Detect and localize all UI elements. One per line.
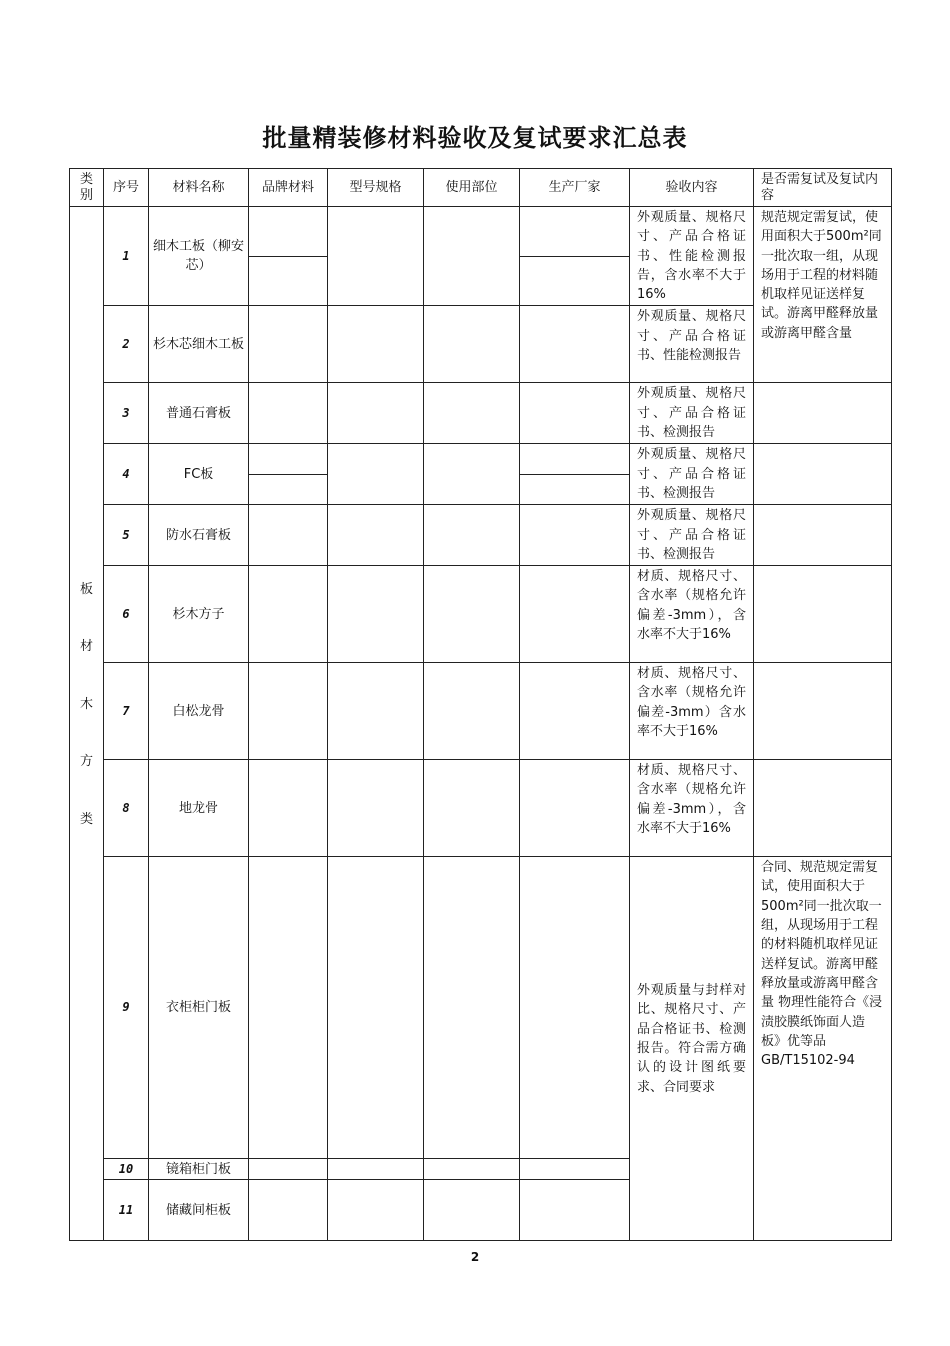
location-cell: [424, 444, 520, 505]
brand-cell: [249, 760, 328, 857]
header-location: 使用部位: [424, 169, 520, 207]
retest-cell: [754, 444, 892, 505]
seq-cell: 6: [104, 566, 149, 663]
location-cell: [424, 857, 520, 1159]
brand-cell: [249, 207, 328, 306]
name-cell: 白松龙骨: [149, 663, 249, 760]
acceptance-cell: 外观质量、规格尺寸、产品合格证书、检测报告: [630, 505, 754, 566]
table-row: [70, 760, 892, 857]
location-cell: [424, 566, 520, 663]
name-cell: 杉木方子: [149, 566, 249, 663]
acceptance-cell: 外观质量、规格尺寸、产品合格证书、性能检测报告: [630, 306, 754, 383]
brand-cell: [249, 663, 328, 760]
header-maker: 生产厂家: [520, 169, 630, 207]
acceptance-cell: 外观质量、规格尺寸、产品合格证书、检测报告: [630, 383, 754, 444]
category-char: 类: [79, 811, 93, 827]
name-cell: 杉木芯细木工板: [149, 306, 249, 383]
acceptance-cell: 外观质量、规格尺寸、产品合格证书、性能检测报告，含水率不大于16%: [630, 207, 754, 306]
table-row: [70, 857, 892, 1159]
brand-cell: [249, 444, 328, 505]
model-cell: [328, 444, 424, 505]
brand-cell: [249, 1159, 328, 1180]
brand-cell: [249, 857, 328, 1159]
seq-cell: 4: [104, 444, 149, 505]
table-row: [70, 383, 892, 444]
retest-cell: 规范规定需复试，使用面积大于500m²同一批次取一组，从现场用于工程的材料随机取样见证送样复试。游离甲醛释放量或游离甲醛含量: [754, 207, 892, 383]
seq-cell: 5: [104, 505, 149, 566]
header-row: [70, 169, 892, 207]
maker-cell: [520, 207, 630, 306]
seq-cell: 3: [104, 383, 149, 444]
name-cell: 细木工板（柳安芯）: [149, 207, 249, 306]
retest-cell: [754, 566, 892, 663]
seq-cell: 11: [104, 1180, 149, 1241]
maker-cell: [520, 306, 630, 383]
model-cell: [328, 505, 424, 566]
retest-cell: [754, 760, 892, 857]
name-cell: 衣柜柜门板: [149, 857, 249, 1159]
name-cell: 镜箱柜门板: [149, 1159, 249, 1180]
seq-cell: 2: [104, 306, 149, 383]
acceptance-cell: 材质、规格尺寸、含水率（规格允许偏差-3mm），含水率不大于16%: [630, 566, 754, 663]
maker-cell: [520, 663, 630, 760]
model-cell: [328, 306, 424, 383]
maker-cell: [520, 857, 630, 1159]
name-cell: 地龙骨: [149, 760, 249, 857]
location-cell: [424, 306, 520, 383]
table-row: [70, 444, 892, 505]
location-cell: [424, 505, 520, 566]
materials-table: [69, 168, 892, 1241]
category-char: 材: [79, 639, 93, 655]
model-cell: [328, 663, 424, 760]
header-seq: 序号: [104, 169, 149, 207]
seq-cell: 1: [104, 207, 149, 306]
retest-cell: [754, 505, 892, 566]
brand-cell: [249, 1180, 328, 1241]
seq-cell: 7: [104, 663, 149, 760]
header-model: 型号规格: [328, 169, 424, 207]
model-cell: [328, 760, 424, 857]
table-row: [70, 505, 892, 566]
category-char: 板: [79, 581, 93, 597]
brand-cell: [249, 566, 328, 663]
model-cell: [328, 1159, 424, 1180]
seq-cell: 10: [104, 1159, 149, 1180]
page-number: 2: [470, 1250, 480, 1264]
model-cell: [328, 857, 424, 1159]
model-cell: [328, 383, 424, 444]
category-char: 木: [79, 696, 93, 712]
header-category: 类别: [70, 169, 104, 207]
category-cell: [70, 207, 104, 1241]
location-cell: [424, 207, 520, 306]
header-name: 材料名称: [149, 169, 249, 207]
maker-cell: [520, 1159, 630, 1180]
retest-cell: [754, 663, 892, 760]
header-brand: 品牌材料: [249, 169, 328, 207]
category-char: 方: [79, 754, 93, 770]
name-cell: 防水石膏板: [149, 505, 249, 566]
maker-cell: [520, 1180, 630, 1241]
brand-cell: [249, 383, 328, 444]
seq-cell: 8: [104, 760, 149, 857]
location-cell: [424, 1180, 520, 1241]
table-row: [70, 663, 892, 760]
acceptance-cell: 材质、规格尺寸、含水率（规格允许偏差-3mm），含水率不大于16%: [630, 760, 754, 857]
name-cell: 储藏间柜板: [149, 1180, 249, 1241]
maker-cell: [520, 566, 630, 663]
acceptance-cell: 材质、规格尺寸、含水率（规格允许偏差-3mm）含水率不大于16%: [630, 663, 754, 760]
model-cell: [328, 207, 424, 306]
name-cell: FC板: [149, 444, 249, 505]
table-row: [70, 207, 892, 306]
model-cell: [328, 566, 424, 663]
header-acceptance: 验收内容: [630, 169, 754, 207]
maker-cell: [520, 444, 630, 505]
header-retest: 是否需复试及复试内容: [754, 169, 892, 207]
location-cell: [424, 383, 520, 444]
location-cell: [424, 760, 520, 857]
acceptance-cell: 外观质量与封样对比、规格尺寸、产品合格证书、检测报告。符合需方确认的设计图纸要求、合同要求: [630, 857, 754, 1241]
model-cell: [328, 1180, 424, 1241]
table-row: [70, 566, 892, 663]
maker-cell: [520, 383, 630, 444]
retest-cell: 合同、规范规定需复试，使用面积大于500m²同一批次取一组，从现场用于工程的材料随机取样见证送样复试。游离甲醛释放量或游离甲醛含量 物理性能符合《浸渍胶膜纸饰面人造板》优等品GB/T15102-94: [754, 857, 892, 1241]
acceptance-cell: 外观质量、规格尺寸、产品合格证书、检测报告: [630, 444, 754, 505]
seq-cell: 9: [104, 857, 149, 1159]
brand-cell: [249, 306, 328, 383]
name-cell: 普通石膏板: [149, 383, 249, 444]
maker-cell: [520, 505, 630, 566]
retest-cell: [754, 383, 892, 444]
maker-cell: [520, 760, 630, 857]
location-cell: [424, 1159, 520, 1180]
location-cell: [424, 663, 520, 760]
document-title: 批量精装修材料验收及复试要求汇总表: [262, 124, 688, 152]
brand-cell: [249, 505, 328, 566]
